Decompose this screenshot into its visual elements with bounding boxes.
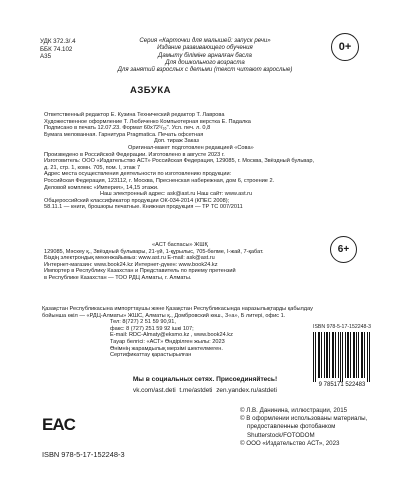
imprint-line: Адрес места осуществления деятельности по изготовлению продукции:: [44, 171, 232, 178]
barcode-digits: 9 785171 522483: [318, 382, 366, 388]
imprint-line: Интернет-магазин: www.book24.kz Интернет-дүкен: www.book24.kz: [44, 261, 218, 268]
imprint-line: Произведено в Российской Федерации. Изготовлено в августе 2023 г.: [44, 151, 225, 158]
bbk-line: ББК 74.102: [40, 45, 73, 53]
imprint-line: Деловой комплекс «Империя», 14,15 этажи.: [44, 184, 159, 191]
imprint-line: Ответственный редактор Е. Кузина Технический редактор Т. Лаврова: [44, 112, 225, 118]
author-code: А35: [40, 53, 52, 61]
imprint-line: Қазақстан Республикасына импорттаушы және Қазақстан Республикасында наразылықтарды қабылдау: [42, 306, 313, 312]
imprint-line: Оригинал-макет подготовлен редакцией «Сова»: [128, 144, 254, 151]
imprint-line: д. 21, стр. 1, комн. 705, пом. I, этаж 7: [44, 164, 141, 171]
copyright-line: © Л.В. Данинина, иллюстрации, 2015: [240, 407, 348, 414]
copyright-line: предоставленные фотобанком: [247, 423, 336, 431]
imprint-line: Изготовитель: ООО «Издательство АСТ» Российская Федерация, 129085, г. Москва, Звёздный бульвар,: [44, 158, 314, 165]
series-line: Для дошкольного возраста: [165, 58, 245, 66]
imprint-line: Наш электронный адрес: ask@ast.ru Наш сайт: www.ast.ru: [100, 191, 253, 198]
imprint-line: «АСТ баспасы» ЖШҚ: [152, 242, 208, 248]
series-line: Издание развивающего обучения: [157, 44, 253, 52]
copyright-line: Shutterstock/FOTODOM: [247, 431, 315, 439]
imprint-line: Доп. тираж Заказ: [154, 138, 199, 145]
kazakh-importer-block: [42, 306, 313, 359]
social-links[interactable]: vk.com/ast.deti t.me/astdeti zen.yandex.ru/astdeti: [133, 387, 277, 394]
age-rating-badge-2: 6+: [330, 236, 357, 263]
imprint-line: факс: 8 (727) 251 59 92 ішкі 107;: [110, 325, 194, 332]
barcode-isbn-text: ISBN 978-5-17-152248-3: [313, 324, 371, 330]
imprint-line: Тауар белгісі: «АСТ» Өндірілген жылы: 2023: [110, 338, 225, 345]
copyright-line: © В оформлении использованы материалы,: [240, 415, 368, 423]
imprint-line: Тел: 8(727) 2 51 59 90,91,: [110, 319, 176, 326]
imprint-line: Бумага мелованная. Гарнитура Pragmatica. Печать офсетная: [44, 131, 204, 138]
kazakh-imprint-block: [44, 242, 264, 282]
udk-line: УДК 372.3/.4: [40, 38, 76, 45]
series-line: Для занятий взрослых с детьми (текст читают взрослые): [117, 66, 293, 74]
imprint-line: Общероссийский классификатор продукции ОК-034-2014 (КПЕС 2008);: [44, 197, 230, 204]
imprint-line: Подписано в печать 12.07.23. Формат 60х72¹/₁₆". Усл. печ. л. 0,8: [44, 125, 211, 132]
imprint-line: E-mail: RDC-Almaty@eksmo.kz , www.book24.kz: [110, 332, 233, 339]
imprint-line: Өнімнің жарамдылық мерзімі шектелмеген.: [110, 345, 223, 352]
imprint-line: Біздің электрондық мекенжайымыз: www.ast.ru E-mail: ask@ast.ru: [44, 255, 215, 262]
imprint-line: 129085, Мәскеу қ., Звёздный бульвары, 21-үй, 1-құрылыс, 705-бөлме, I-жай, 7-қабат.: [44, 248, 264, 255]
imprint-line: бойынша өкіл — «РДЦ-Алматы» ЖШС, Алматы қ., Домбровский көш., 3«а», Б литері, офис 1.: [42, 312, 286, 319]
imprint-line: Художественное оформление Т. Любиченко Компьютерная верстка Е. Падалка: [44, 118, 251, 125]
imprint-line: Сертификаттау қарастырылған: [110, 352, 192, 359]
series-line: Дамыту біліміне арналған басла: [158, 51, 252, 59]
imprint-block: [44, 112, 314, 211]
book-title: АЗБУКА: [130, 85, 171, 96]
eac-mark: EAC: [42, 415, 75, 434]
imprint-line: в Республике Казахстан — ТОО РДЦ Алматы, г. Алматы.: [44, 274, 192, 281]
imprint-line: Российская Федерация, 123112, г. Москва, Пресненская набережная, дом 6, строение 2.: [44, 177, 275, 184]
age-rating-badge: 0+: [331, 33, 359, 61]
copyright-block: [240, 407, 367, 448]
imprint-line: Импортер в Республику Казахстан и Представитель по приему претензий: [44, 268, 236, 275]
copyright-line: © ООО «Издательство АСТ», 2023: [240, 439, 340, 447]
imprint-line: 58.11.1 — книги, брошюры печатные. Книжная продукция — ТР ТС 007/2011: [44, 204, 243, 211]
series-line: Серия «Карточки для малышей: запуск речи»: [139, 37, 271, 44]
social-heading: Мы в социальных сетях. Присоединяйтесь!: [132, 376, 278, 383]
isbn-number: ISBN 978-5-17-152248-3: [42, 450, 125, 459]
